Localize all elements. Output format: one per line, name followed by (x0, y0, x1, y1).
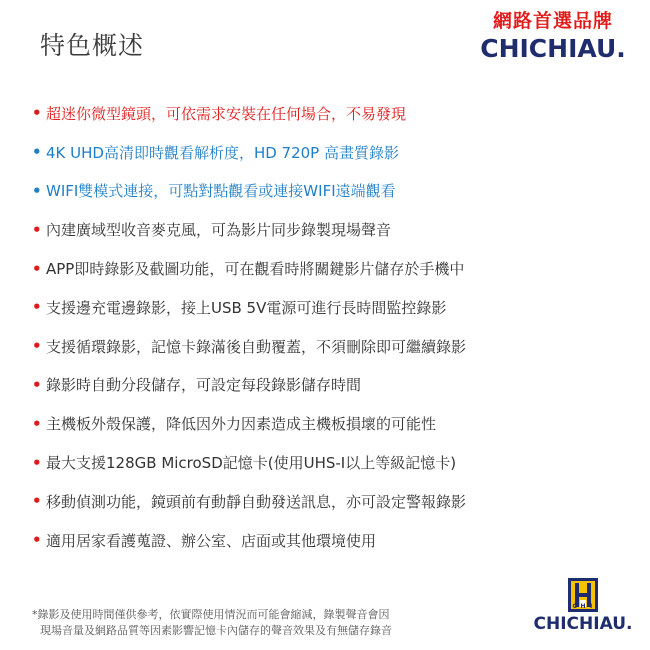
feature-item (32, 443, 632, 482)
feature-item (32, 327, 632, 366)
feature-text: 內建廣域型收音麥克風，可為影片同步錄製現場聲音 (46, 221, 392, 240)
footnote (32, 607, 512, 639)
feature-item (32, 521, 632, 560)
bullet-icon: • (32, 220, 42, 239)
brand-name: CHICHIAU. (480, 34, 626, 63)
feature-item (32, 249, 632, 288)
feature-text: 主機板外殼保護，降低因外力因素造成主機板損壞的可能性 (46, 415, 437, 434)
bullet-icon: • (32, 259, 42, 278)
feature-text: 適用居家看護蒐證、辦公室、店面或其他環境使用 (46, 531, 377, 550)
feature-text: 支援邊充電邊錄影，接上USB 5V電源可進行長時間監控錄影 (46, 298, 447, 317)
footnote-line: 現場音量及網路品質等因素影響記憶卡內儲存的聲音效果及有無儲存錄音 (40, 624, 392, 637)
emblem-letter: H (580, 603, 586, 610)
feature-text: 支援循環錄影，記憶卡錄滿後自動覆蓋，不須刪除即可繼續錄影 (46, 337, 467, 356)
footnote-line: *錄影及使用時間僅供參考，依實際使用情況而可能會縮減，錄製聲音會因 (32, 608, 390, 621)
bullet-icon: • (32, 298, 42, 317)
bottom-logo (528, 578, 638, 634)
feature-list (32, 94, 632, 560)
feature-text: 4K UHD高清即時觀看解析度，HD 720P 高畫質錄影 (46, 143, 399, 162)
bullet-icon: • (32, 453, 42, 472)
brand-logo (468, 8, 638, 64)
bullet-icon: • (32, 337, 42, 356)
emblem-letter: I (590, 603, 593, 610)
bullet-icon: • (32, 531, 42, 550)
bullet-icon: • (32, 375, 42, 394)
bullet-icon: • (32, 414, 42, 433)
bullet-icon: • (32, 181, 42, 200)
feature-item (32, 404, 632, 443)
brand-slogan: 網路首選品牌 (492, 10, 613, 32)
feature-item (32, 210, 632, 249)
feature-item (32, 482, 632, 521)
emblem-letter: C (572, 603, 577, 610)
feature-item (32, 288, 632, 327)
feature-item (32, 133, 632, 172)
feature-text: APP即時錄影及截圖功能，可在觀看時將關鍵影片儲存於手機中 (46, 260, 465, 279)
feature-text: 錄影時自動分段儲存，可設定每段錄影儲存時間 (46, 376, 362, 395)
logo-brand-name: CHICHIAU. (533, 614, 633, 634)
feature-text: 最大支援128GB MicroSD記憶卡(使用UHS-I以上等級記憶卡) (46, 454, 457, 473)
bullet-icon: • (32, 143, 42, 162)
bullet-icon: • (32, 492, 42, 511)
feature-item (32, 366, 632, 405)
feature-item (32, 94, 632, 133)
feature-text: WIFI雙模式連接，可點對點觀看或連接WIFI遠端觀看 (46, 182, 396, 201)
bullet-icon: • (32, 104, 42, 123)
feature-item (32, 172, 632, 211)
chichiau-emblem-icon (568, 578, 598, 612)
feature-text: 超迷你微型鏡頭，可依需求安裝在任何場合，不易發現 (46, 104, 407, 123)
page-title: 特色概述 (40, 31, 145, 60)
feature-text: 移動偵測功能，鏡頭前有動靜自動發送訊息，亦可設定警報錄影 (46, 492, 467, 511)
